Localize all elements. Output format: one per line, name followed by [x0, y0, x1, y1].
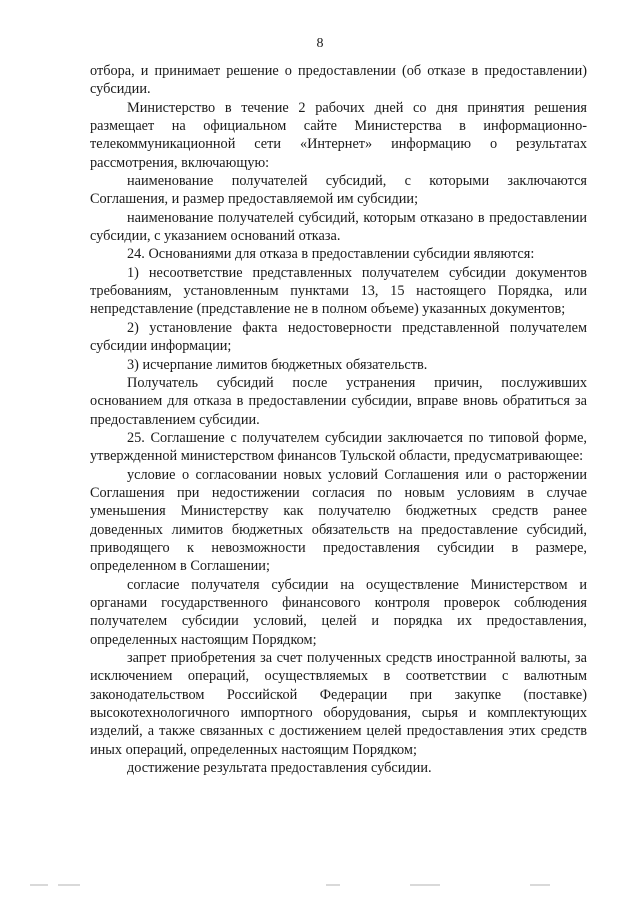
page-number: 8	[316, 36, 324, 51]
paragraph: условие о согласовании новых условий Соглашения или о расторжении Соглашения при недостижении согласия по новым условиям в случае уменьшения Министерству как получателю бюджетных средств ранее доведенных лимитов бюджетных обязательств на предоставление субсидий, приводящего к невозможности предоставления субсидии в размере, определенном в Соглашении;	[90, 466, 587, 575]
paragraph: 2) установление факта недостоверности представленной получателем субсидии информации;	[90, 319, 587, 355]
paragraph: достижение результата предоставления субсидии.	[127, 760, 432, 777]
paragraph: Министерство в течение 2 рабочих дней со дня принятия решения размещает на официальном сайте Министерства в информационно-телекоммуникационной сети «Интернет» информацию о результатах рассмотрения, включающую:	[90, 99, 587, 171]
paragraph: 24. Основаниями для отказа в предоставлении субсидии являются:	[127, 246, 535, 263]
paragraph: 3) исчерпание лимитов бюджетных обязательств.	[127, 356, 428, 373]
document-body	[90, 62, 587, 777]
paragraph: отбора, и принимает решение о предоставлении (об отказе в предоставлении) субсидии.	[90, 63, 587, 98]
paragraph: 1) несоответствие представленных получателем субсидии документов требованиям, установленным пунктами 13, 15 настоящего Порядка, или непредставление (представление не в полном объеме) указанных документов;	[90, 264, 587, 318]
paragraph: наименование получателей субсидий, с которыми заключаются Соглашения, и размер предоставляемой им субсидии;	[90, 173, 587, 208]
paragraph: согласие получателя субсидии на осуществление Министерством и органами государственного финансового контроля проверок соблюдения получателем субсидии условий, целей и порядка их предоставления, определенных настоящим Порядком;	[90, 576, 587, 648]
paragraph: 25. Соглашение с получателем субсидии заключается по типовой форме, утвержденной министерством финансов Тульской области, предусматривающее:	[90, 429, 587, 465]
paragraph: наименование получателей субсидий, которым отказано в предоставлении субсидии, с указанием оснований отказа.	[90, 209, 587, 245]
paragraph: Получатель субсидий после устранения причин, послуживших основанием для отказа в предоставлении субсидии, вправе вновь обратиться за предоставлением субсидии.	[90, 374, 587, 428]
paragraph: запрет приобретения за счет полученных средств иностранной валюты, за исключением операций, осуществляемых в соответствии с валютным законодательством Российской Федерации при закупке (поставке) высокотехнологичного импортного оборудования, сырья и комплектующих изделий, а также связанных с достижением целей предоставления этих средств иных операций, определенных настоящим Порядком;	[90, 650, 587, 758]
scan-artifacts	[30, 884, 590, 888]
